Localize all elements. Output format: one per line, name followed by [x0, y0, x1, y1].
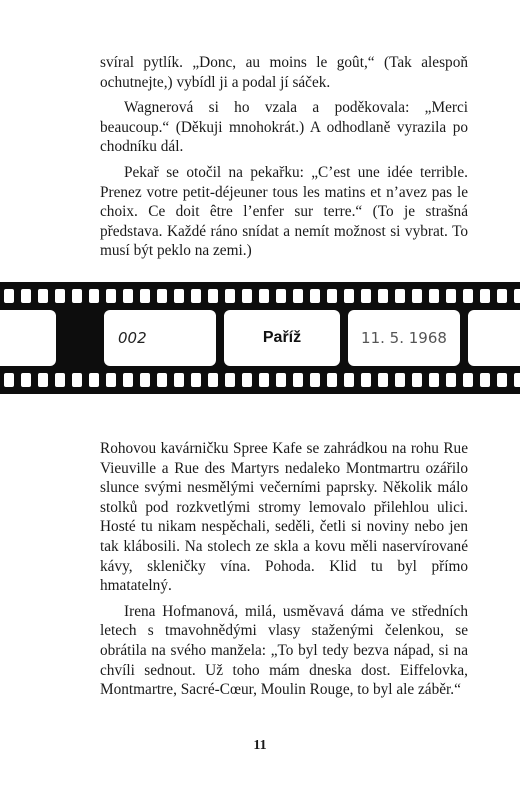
film-frame-partial-right	[468, 310, 520, 366]
film-perforation	[191, 289, 201, 303]
film-perforation	[21, 373, 31, 387]
film-perforation	[89, 373, 99, 387]
film-perforation	[174, 373, 184, 387]
film-perforation	[106, 373, 116, 387]
film-perforation	[361, 373, 371, 387]
film-perforation	[276, 289, 286, 303]
film-perforation	[72, 289, 82, 303]
film-perforation	[310, 373, 320, 387]
film-perforation	[293, 289, 303, 303]
film-perforation	[446, 289, 456, 303]
film-perforation	[395, 289, 405, 303]
page-number: 11	[253, 738, 267, 753]
film-perforation	[395, 373, 405, 387]
film-perforation	[89, 289, 99, 303]
film-perforations-bottom	[0, 373, 520, 387]
film-perforation	[208, 289, 218, 303]
film-perforations-top	[0, 289, 520, 303]
film-perforation	[225, 289, 235, 303]
top-text-block	[100, 53, 468, 261]
film-perforation	[327, 289, 337, 303]
film-perforation	[242, 289, 252, 303]
film-perforation	[480, 289, 490, 303]
film-frame-partial-left	[0, 310, 56, 366]
film-perforation	[361, 289, 371, 303]
film-perforation	[429, 373, 439, 387]
film-perforation	[38, 373, 48, 387]
film-perforation	[378, 289, 388, 303]
film-perforation	[123, 373, 133, 387]
film-perforation	[463, 373, 473, 387]
film-perforation	[259, 289, 269, 303]
film-perforation	[191, 373, 201, 387]
chapter-date: 11. 5. 1968	[361, 329, 447, 347]
film-perforation	[140, 289, 150, 303]
film-perforation	[446, 373, 456, 387]
film-perforation	[72, 373, 82, 387]
film-perforation	[174, 289, 184, 303]
film-perforation	[38, 289, 48, 303]
paragraph: Irena Hofmanová, milá, usměvavá dáma ve středních letech s tmavohnědými vlasy staženými čelenkou, se obrátila na svého manžela: „To byl tedy bezva nápad, si na chvíli sednout. Už toho mám dneska dost. Eiffelovka, Montmartre, Sacré-Cœur, Moulin Rouge, to byl ale záběr.“	[100, 602, 468, 699]
film-perforation	[310, 289, 320, 303]
film-perforation	[344, 289, 354, 303]
film-perforation	[497, 289, 507, 303]
film-perforation	[106, 289, 116, 303]
film-perforation	[344, 373, 354, 387]
film-perforation	[480, 373, 490, 387]
film-perforation	[327, 373, 337, 387]
film-perforation	[412, 373, 422, 387]
film-perforation	[412, 289, 422, 303]
film-perforation	[140, 373, 150, 387]
film-perforation	[497, 373, 507, 387]
paragraph: svíral pytlík. „Donc, au moins le goût,“ (Tak alespoň ochutnejte,) vybídl ji a podal jí sáček.	[100, 54, 468, 91]
film-perforation	[293, 373, 303, 387]
film-perforation	[514, 289, 520, 303]
film-frame-number	[104, 310, 216, 366]
film-perforation	[208, 373, 218, 387]
film-perforation	[4, 373, 14, 387]
film-perforation	[429, 289, 439, 303]
film-perforation	[463, 289, 473, 303]
chapter-number: 002	[118, 329, 147, 347]
film-frame-date	[348, 310, 460, 366]
film-perforation	[242, 373, 252, 387]
film-perforation	[157, 289, 167, 303]
film-frame-city	[224, 310, 340, 366]
paragraph: Rohovou kavárničku Spree Kafe se zahrádkou na rohu Rue Vieuville a Rue des Martyrs nedaleko Montmartru ozářilo slunce svými nesmělými večerními paprsky. Několik málo stolků pod rozkvetlými stromy lemovalo přilehlou ulici. Hosté tu nikam nespěchali, seděli, četli si noviny nebo jen tak klábosili. Na stolech ze skla a kovu měli naservírované kávy, skleničky vína. Pohoda. Klid tu byl přímo hmatatelný.	[100, 440, 468, 595]
chapter-city: Paříž	[262, 329, 302, 346]
paragraph: Wagnerová si ho vzala a poděkovala: „Merci beaucoup.“ (Děkuji mnohokrát.) A odhodlaně vyrazila po chodníku dál.	[100, 99, 468, 156]
film-perforation	[55, 373, 65, 387]
film-perforation	[21, 289, 31, 303]
film-perforation	[259, 373, 269, 387]
film-perforation	[157, 373, 167, 387]
film-perforation	[123, 289, 133, 303]
film-perforation	[276, 373, 286, 387]
film-perforation	[4, 289, 14, 303]
film-perforation	[55, 289, 65, 303]
paragraph: Pekař se otočil na pekařku: „C’est une idée terrible. Prenez votre petit-déjeuner tous les matins et n’avez pas le choix. Ce doit être l’enfer sur terre.“ (To je strašná představa. Každé ráno snídat a nemít možnost si vybrat. To musí být peklo na zemi.)	[100, 163, 468, 260]
bottom-text-block	[100, 439, 468, 700]
film-strip	[0, 282, 520, 394]
film-perforation	[225, 373, 235, 387]
film-perforation	[378, 373, 388, 387]
film-perforation	[514, 373, 520, 387]
